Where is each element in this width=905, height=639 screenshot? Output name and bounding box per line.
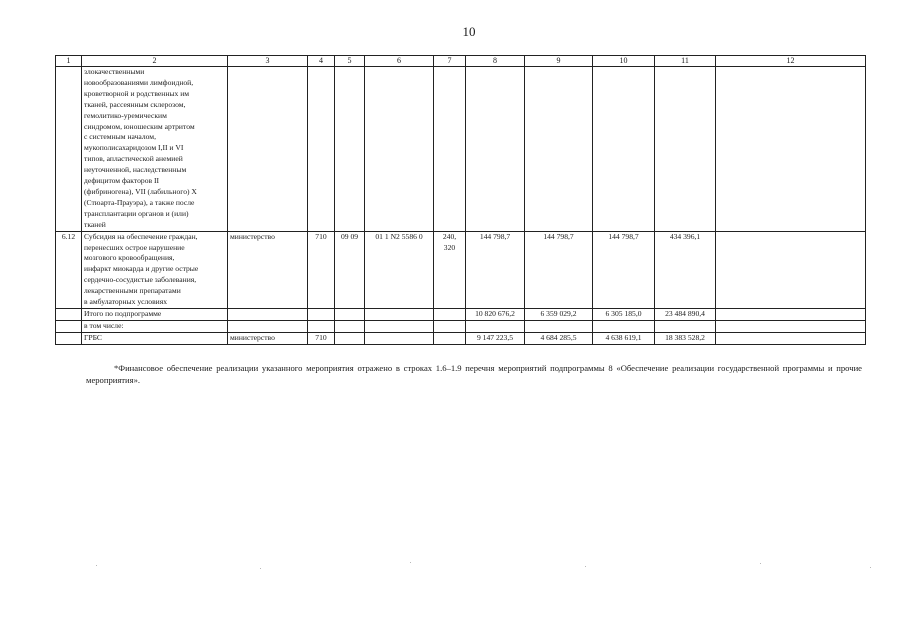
row-col-12 [716, 231, 866, 308]
activities-table [55, 55, 866, 345]
row-col-5 [335, 332, 365, 344]
row-col-10: 144 798,7 [593, 231, 655, 308]
row-col-6 [365, 308, 434, 320]
scan-speck [585, 566, 586, 567]
footnote: *Финансовое обеспечение реализации указанного мероприятия отражено в строках 1.6–1.9 перечня мероприятий подпрограммы 8 «Обеспечение реализации государственной программы и прочие мероприятия». [86, 363, 862, 385]
row-description: в том числе: [82, 320, 228, 332]
row-col-12 [716, 320, 866, 332]
row-col-6 [365, 67, 434, 232]
row-executor [228, 67, 308, 232]
row-col-9: 144 798,7 [525, 231, 593, 308]
row-number [56, 320, 82, 332]
column-header: 9 [525, 56, 593, 67]
row-col-4: 710 [308, 332, 335, 344]
row-col-8: 10 820 676,2 [466, 308, 525, 320]
row-col-5: 09 09 [335, 231, 365, 308]
page-number: 10 [462, 24, 476, 39]
row-executor: министерство [228, 332, 308, 344]
row-col-12 [716, 308, 866, 320]
row-number [56, 67, 82, 232]
column-header: 8 [466, 56, 525, 67]
row-col-4 [308, 308, 335, 320]
row-col-12 [716, 332, 866, 344]
row-executor [228, 320, 308, 332]
row-description: Итого по подпрограмме [82, 308, 228, 320]
column-header: 5 [335, 56, 365, 67]
row-col-10: 6 305 185,0 [593, 308, 655, 320]
row-col-8 [466, 67, 525, 232]
table-row [56, 332, 866, 344]
row-description: злокачественными новообразованиями лимфоидной, кроветворной и родственных им тканей, рассеянным склерозом, гемолитико-уремическим синдромом, юношеским артритом с системным началом, мукополисахаридозом I,II и VI типов, апластической анемией неуточненной, наследственным дефицитом факторов II (фибриногена), VII (лабильного) X (Стюарта-Прауэра), а также после трансплантации органов и (или) тканей [82, 67, 228, 232]
row-col-8: 144 798,7 [466, 231, 525, 308]
row-col-9 [525, 320, 593, 332]
row-executor [228, 308, 308, 320]
row-col-7 [434, 320, 466, 332]
column-header: 10 [593, 56, 655, 67]
column-header: 12 [716, 56, 866, 67]
scan-speck [96, 565, 97, 566]
table-row [56, 308, 866, 320]
row-col-8: 9 147 223,5 [466, 332, 525, 344]
row-number [56, 308, 82, 320]
row-col-11 [655, 320, 716, 332]
header-row [56, 56, 866, 67]
scan-speck [260, 568, 261, 569]
column-header: 1 [56, 56, 82, 67]
row-col-9: 6 359 029,2 [525, 308, 593, 320]
row-col-10 [593, 320, 655, 332]
row-col-11: 434 396,1 [655, 231, 716, 308]
row-col-8 [466, 320, 525, 332]
row-col-7 [434, 308, 466, 320]
column-header: 7 [434, 56, 466, 67]
table-row [56, 67, 866, 232]
column-header: 2 [82, 56, 228, 67]
row-description: Субсидия на обеспечение граждан, перенесших острое нарушение мозгового кровообращения, инфаркт миокарда и другие острые сердечно-сосудистые заболевания, лекарственными препаратами в амбулаторных условиях [82, 231, 228, 308]
row-col-7: 240, 320 [434, 231, 466, 308]
row-number: 6.12 [56, 231, 82, 308]
row-col-11 [655, 67, 716, 232]
scan-speck [870, 567, 871, 568]
row-col-4 [308, 67, 335, 232]
column-header: 6 [365, 56, 434, 67]
table-row [56, 231, 866, 308]
row-col-6: 01 1 N2 5586 0 [365, 231, 434, 308]
column-header: 4 [308, 56, 335, 67]
scan-speck [410, 562, 411, 563]
row-description: ГРБС [82, 332, 228, 344]
row-col-4 [308, 320, 335, 332]
row-col-11: 18 383 528,2 [655, 332, 716, 344]
row-col-5 [335, 308, 365, 320]
column-header: 11 [655, 56, 716, 67]
row-col-6 [365, 332, 434, 344]
scan-speck [760, 563, 761, 564]
row-col-5 [335, 67, 365, 232]
row-number [56, 332, 82, 344]
row-col-6 [365, 320, 434, 332]
row-col-10: 4 638 619,1 [593, 332, 655, 344]
row-col-9 [525, 67, 593, 232]
table-row [56, 320, 866, 332]
row-col-9: 4 684 285,5 [525, 332, 593, 344]
row-col-10 [593, 67, 655, 232]
row-executor: министерство [228, 231, 308, 308]
row-col-5 [335, 320, 365, 332]
row-col-4: 710 [308, 231, 335, 308]
row-col-12 [716, 67, 866, 232]
column-header: 3 [228, 56, 308, 67]
row-col-7 [434, 332, 466, 344]
row-col-11: 23 484 890,4 [655, 308, 716, 320]
row-col-7 [434, 67, 466, 232]
